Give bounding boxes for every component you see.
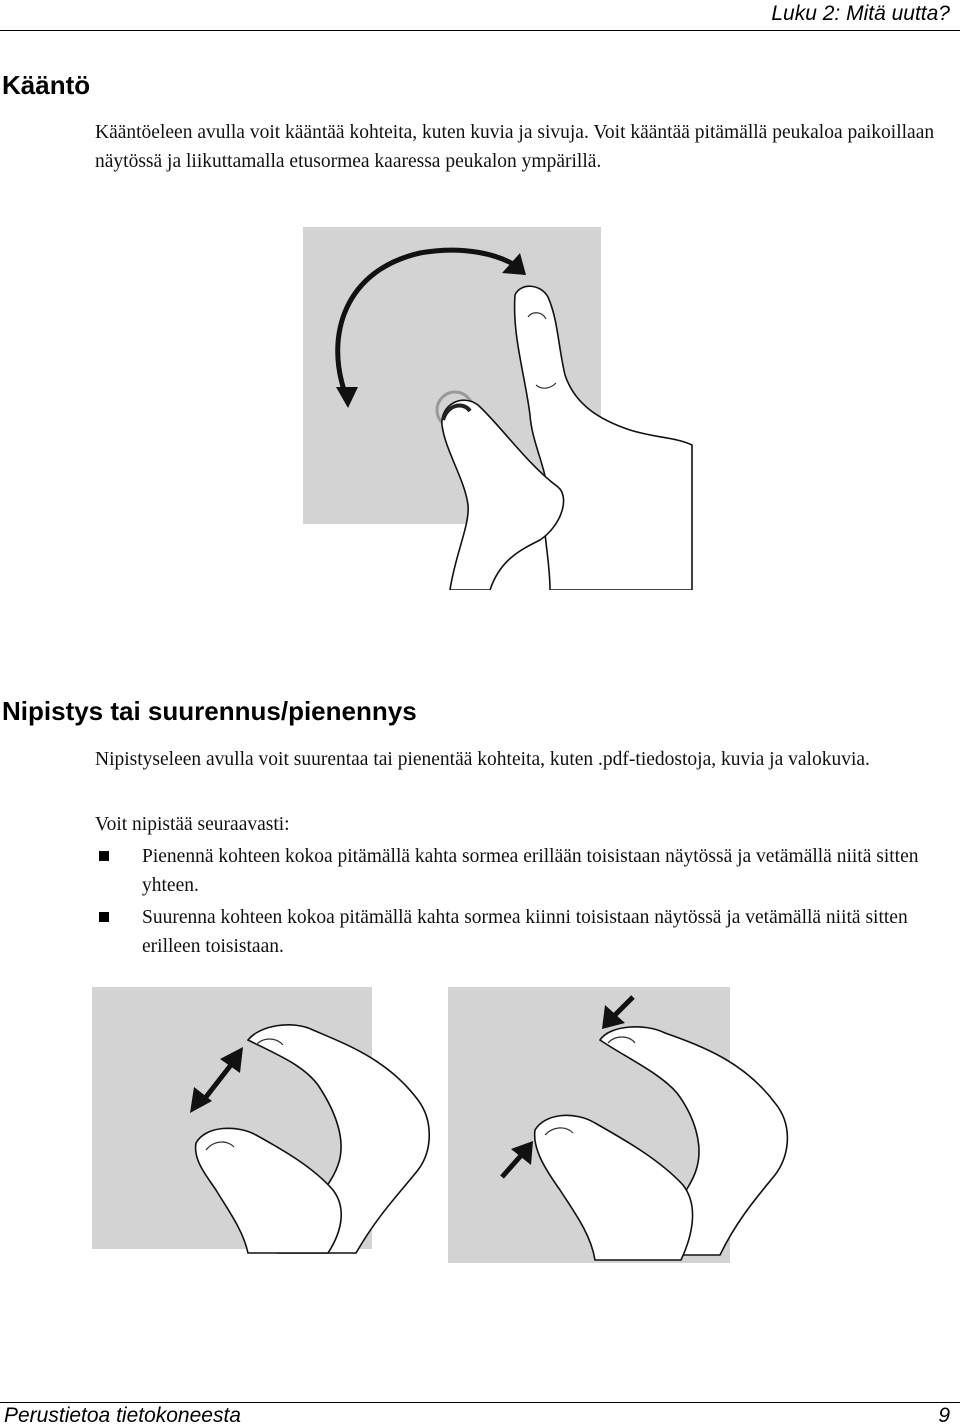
footer-title: Perustietoa tietokoneesta <box>4 1404 241 1427</box>
bullet-text: Suurenna kohteen kokoa pitämällä kahta sormea kiinni toisistaan näytössä ja vetämällä niitä sitten erilleen toisistaan. <box>142 907 908 957</box>
page-number: 9 <box>938 1404 950 1427</box>
bullet-item-pinch-out <box>95 903 955 961</box>
index-finger <box>515 286 692 590</box>
header-rule <box>0 30 960 31</box>
bullet-square-icon <box>99 851 109 861</box>
rotate-gesture-illustration <box>300 225 700 590</box>
bullet-text: Pienennä kohteen kokoa pitämällä kahta sormea erillään toisistaan näytössä ja vetämällä niitä sitten yhteen. <box>142 846 919 896</box>
section-heading-rotate: Kääntö <box>2 70 91 100</box>
bullet-square-icon <box>99 912 109 922</box>
pinch-paragraph: Nipistyseleen avulla voit suurentaa tai pienentää kohteita, kuten .pdf-tiedostoja, kuvia ja valokuvia. <box>95 749 870 770</box>
chapter-header: Luku 2: Mitä uutta? <box>771 2 950 25</box>
bullet-item-pinch-in <box>95 842 955 900</box>
pinch-apart-illustration <box>88 985 433 1255</box>
rotate-paragraph: Kääntöeleen avulla voit kääntää kohteita, kuten kuvia ja sivuja. Voit kääntää pitämällä peukaloa paikoillaan näytössä ja liikuttamalla etusormea kaaressa peukalon ympärillä. <box>95 122 935 172</box>
pinch-intro: Voit nipistää seuraavasti: <box>95 814 290 835</box>
section-heading-pinch: Nipistys tai suurennus/pienennys <box>2 696 417 726</box>
pinch-together-illustration <box>445 985 845 1265</box>
footer-rule <box>0 1402 960 1403</box>
